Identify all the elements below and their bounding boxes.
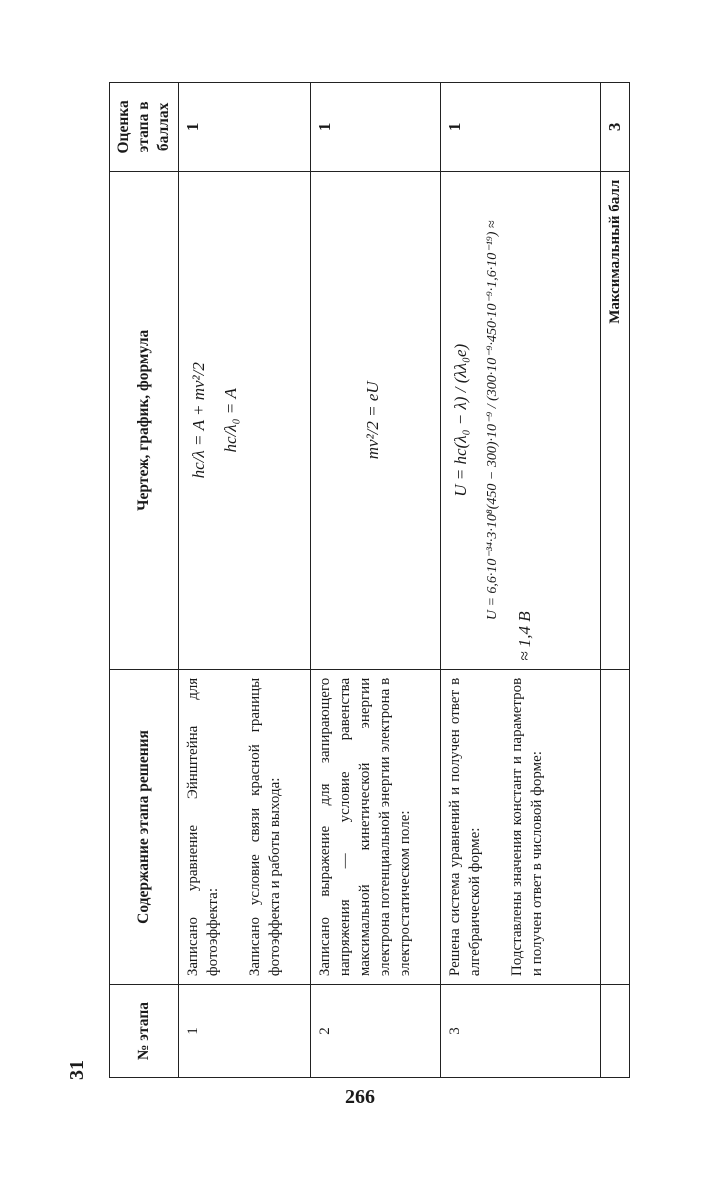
table-row <box>179 83 311 1078</box>
header-step-number: № этапа <box>110 985 179 1078</box>
step-score: 1 <box>179 83 311 172</box>
step-score: 1 <box>311 83 441 172</box>
formula: mv²/2 = eU <box>362 381 382 460</box>
max-score-label: Максимальный балл <box>601 171 630 669</box>
step-description <box>311 669 441 984</box>
step-description-text: Записано уравнение Эйнштейна для фотоэффекта: <box>185 677 221 977</box>
header-formula: Чертеж, график, формула <box>110 171 179 669</box>
step-number: 3 <box>441 985 601 1078</box>
table-header-row <box>110 83 179 1078</box>
max-score-row <box>601 83 630 1078</box>
step-formula <box>441 171 601 669</box>
page-number: 266 <box>345 1086 375 1108</box>
step-description <box>441 669 601 984</box>
header-step-content: Содержание этапа решения <box>110 669 179 984</box>
solution-table <box>109 82 630 1078</box>
formula: U = hc(λ₀ − λ) / (λλ₀e) <box>451 343 470 497</box>
max-score-value: 3 <box>601 83 630 172</box>
step-formula <box>179 171 311 669</box>
formula: U = 6,6·10⁻³⁴·3·10⁸(450 − 300)·10⁻⁹ / (300·10⁻⁹·450·10⁻⁹·1,6·10⁻¹⁹) ≈ <box>485 220 500 621</box>
step-description <box>179 669 311 984</box>
table-row <box>441 83 601 1078</box>
empty-cell <box>601 985 630 1078</box>
step-score: 1 <box>441 83 601 172</box>
formula: ≈ 1,4 В <box>515 611 534 661</box>
step-description-text: Подставлены значения констант и параметров и получен ответ в числовой форме: <box>509 677 545 977</box>
table-row <box>311 83 441 1078</box>
formula: hc/λ = A + mv²/2 <box>189 362 208 479</box>
rotated-page-content <box>66 80 626 1080</box>
step-number: 2 <box>311 985 441 1078</box>
step-description-text: Записано выражение для запирающего напряжения — условие равенства максимальной кинетической энергии электрона потенциальной энергии электрона в электростатическом поле: <box>317 677 413 977</box>
header-score: Оценка этапа в баллах <box>110 83 179 172</box>
empty-cell <box>601 669 630 984</box>
step-description-text: Решена система уравнений и получен ответ в алгебраической форме: <box>447 677 483 977</box>
step-number: 1 <box>179 985 311 1078</box>
formula: hc/λ₀ = A <box>221 388 240 453</box>
task-number: 31 <box>66 1060 88 1080</box>
step-formula <box>311 171 441 669</box>
step-description-text: Записано условие связи красной границы фотоэффекта и работы выхода: <box>247 677 283 977</box>
